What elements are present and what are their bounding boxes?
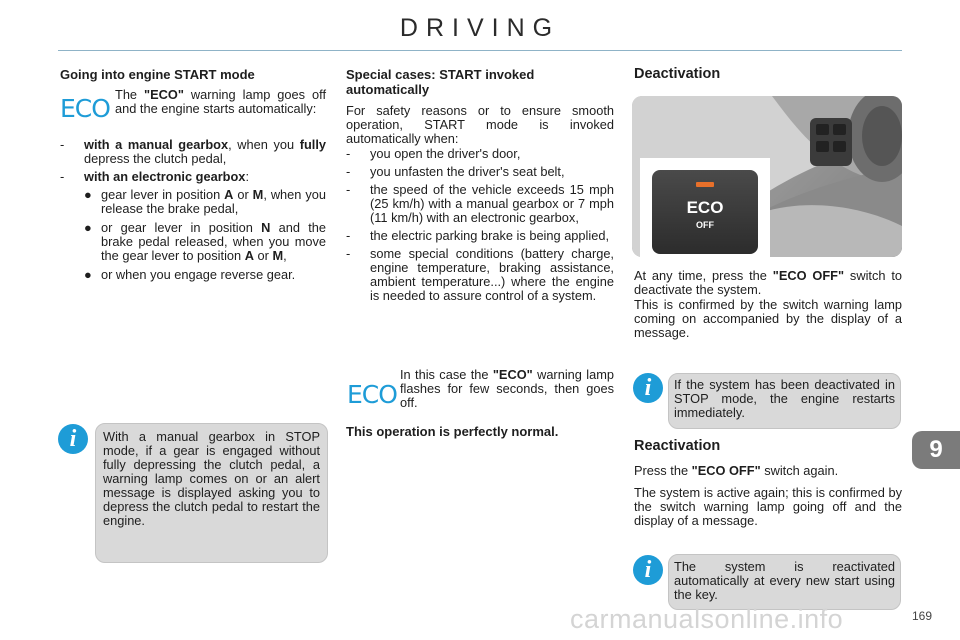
eco-flash-text: In this case the "ECO" warning lamp flashes for few seconds, then goes off. [400, 367, 614, 410]
page-title: DRIVING [399, 14, 561, 42]
reactivation-note-text: The system is reactivated automatically at every new start using the key. [674, 559, 895, 602]
switch-label-eco: ECO [686, 198, 724, 217]
header-divider [58, 50, 902, 51]
eco-lamp-icon: ECO [347, 380, 397, 409]
switch-warning-lamp [696, 182, 714, 187]
eco-lamp-icon: ECO [60, 94, 110, 123]
special-cases-heading: Special cases: START invoked automatically [346, 67, 535, 97]
list-item-seat-belt: - you unfasten the driver's seat belt, [346, 164, 565, 179]
info-icon: i [633, 373, 663, 403]
page-number: 169 [912, 609, 933, 623]
list-item-special-conditions: - some special conditions (battery charge, engine temperature, braking assistance, ambient temperature...) where the engine is needed to assure control of a system. [346, 246, 614, 303]
start-mode-intro: The "ECO" warning lamp goes off and the engine starts automatically: [115, 87, 326, 116]
bullet-item-gear-a-m: ● gear lever in position A or M, when you release the brake pedal, [84, 187, 326, 216]
reactivation-text-1: Press the "ECO OFF" switch again. [634, 463, 839, 478]
reactivation-heading: Reactivation [634, 438, 721, 454]
list-item-electronic-gearbox: - with an electronic gearbox: [60, 169, 249, 184]
normal-operation-text: This operation is perfectly normal. [346, 424, 559, 439]
start-mode-heading: Going into engine START mode [60, 67, 255, 82]
list-item-driver-door: - you open the driver's door, [346, 146, 521, 161]
special-cases-list [346, 147, 614, 303]
info-icon: i [58, 424, 88, 454]
manual-gearbox-note-text: With a manual gearbox in STOP mode, if a gear is engaged without fully depressing the clutch pedal, a warning lamp comes on or an alert message is displayed asking you to depress the clutch pedal to restart the engine. [103, 429, 320, 528]
switch-label-off: OFF [696, 220, 714, 230]
list-item-parking-brake: - the electric parking brake is being applied, [346, 228, 610, 243]
deactivation-text-1: At any time, press the "ECO OFF" switch to deactivate the system. [634, 268, 902, 297]
reactivation-text-2: The system is active again; this is confirmed by the switch warning lamp going off and the display of a message. [634, 485, 902, 528]
chapter-tab: 9 [912, 431, 960, 469]
bullet-item-gear-n: ● or gear lever in position N and the brake pedal released, when you move the gear lever to position A or M, [84, 220, 326, 263]
bullet-item-reverse-gear: ● or when you engage reverse gear. [84, 267, 296, 282]
info-icon: i [633, 555, 663, 585]
special-cases-intro: For safety reasons or to ensure smooth operation, START mode is invoked automatically when: [346, 103, 614, 146]
eco-off-switch-inset [640, 158, 770, 257]
list-item-vehicle-speed: - the speed of the vehicle exceeds 15 mph (25 km/h) with a manual gearbox or 7 mph (11 km/h) with an electronic gearbox, [346, 182, 614, 225]
eco-off-switch-button [652, 170, 758, 254]
deactivation-text-2: This is confirmed by the switch warning lamp coming on accompanied by the display of a message. [634, 297, 902, 340]
deactivation-heading: Deactivation [634, 66, 721, 82]
start-mode-list [60, 138, 326, 282]
list-item-manual-gearbox: - with a manual gearbox, when you fully depress the clutch pedal, [60, 137, 326, 166]
deactivation-note-text: If the system has been deactivated in STOP mode, the engine restarts immediately. [674, 377, 895, 420]
watermark: carmanualsonline.info [570, 604, 844, 634]
